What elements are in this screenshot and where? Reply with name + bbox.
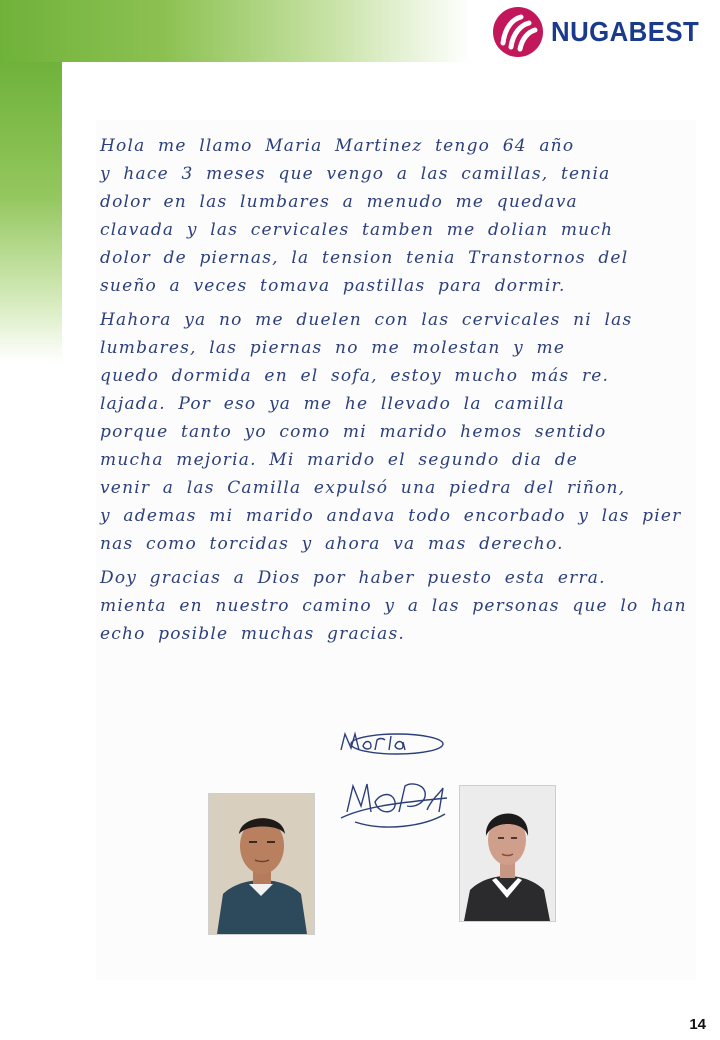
letter-line: dolor de piernas, la tension tenia Transtornos del (100, 248, 629, 268)
letter-line: Hola me llamo Maria Martinez tengo 64 año (100, 136, 575, 156)
man-portrait-icon (209, 794, 314, 934)
man-portrait-photo (208, 793, 315, 935)
signature-maria (341, 734, 443, 754)
letter-line: echo posible muchas gracias. (100, 624, 405, 644)
handwritten-letter-text (100, 132, 687, 648)
signatures (335, 722, 455, 842)
letter-line: quedo dormida en el sofa, estoy mucho más re. (100, 366, 610, 386)
letter-line: lumbares, las piernas no me molestan y me (100, 338, 566, 358)
woman-portrait-icon (460, 786, 555, 921)
letter-line: nas como torcidas y ahora va mas derecho. (100, 534, 564, 554)
nugabest-logo (491, 4, 712, 60)
letter-line: lajada. Por eso ya me he llevado la camilla (100, 394, 565, 414)
letter-line: sueño a veces tomava pastillas para dormir. (100, 276, 566, 296)
letter-line: venir a las Camilla expulsó una piedra del riñon, (100, 478, 626, 498)
letter-line: y ademas mi marido andava todo encorbado y las pier (100, 506, 682, 526)
letter-line: y hace 3 meses que vengo a las camillas, tenia (100, 164, 611, 184)
woman-portrait-photo (459, 785, 556, 922)
brand-name: NUGABEST (550, 16, 700, 47)
letter-line: clavada y las cervicales tamben me dolian much (100, 220, 614, 240)
side-green-band (0, 62, 62, 362)
letter-line: mucha mejoria. Mi marido el segundo dia de (100, 450, 579, 470)
letter-line: dolor en las lumbares a menudo me quedava (100, 192, 578, 212)
letter-line: Hahora ya no me duelen con las cervicales ni las (100, 310, 633, 330)
signature-martinez (341, 784, 447, 827)
nugabest-logo-mark-icon (491, 5, 545, 59)
header-green-band (0, 0, 470, 62)
page-number: 14 (689, 1016, 706, 1033)
letter-line: mienta en nuestro camino y a las personas que lo han (100, 596, 687, 616)
letter-line: Doy gracias a Dios por haber puesto esta erra. (100, 568, 606, 588)
letter-line: porque tanto yo como mi marido hemos sentido (100, 422, 607, 442)
